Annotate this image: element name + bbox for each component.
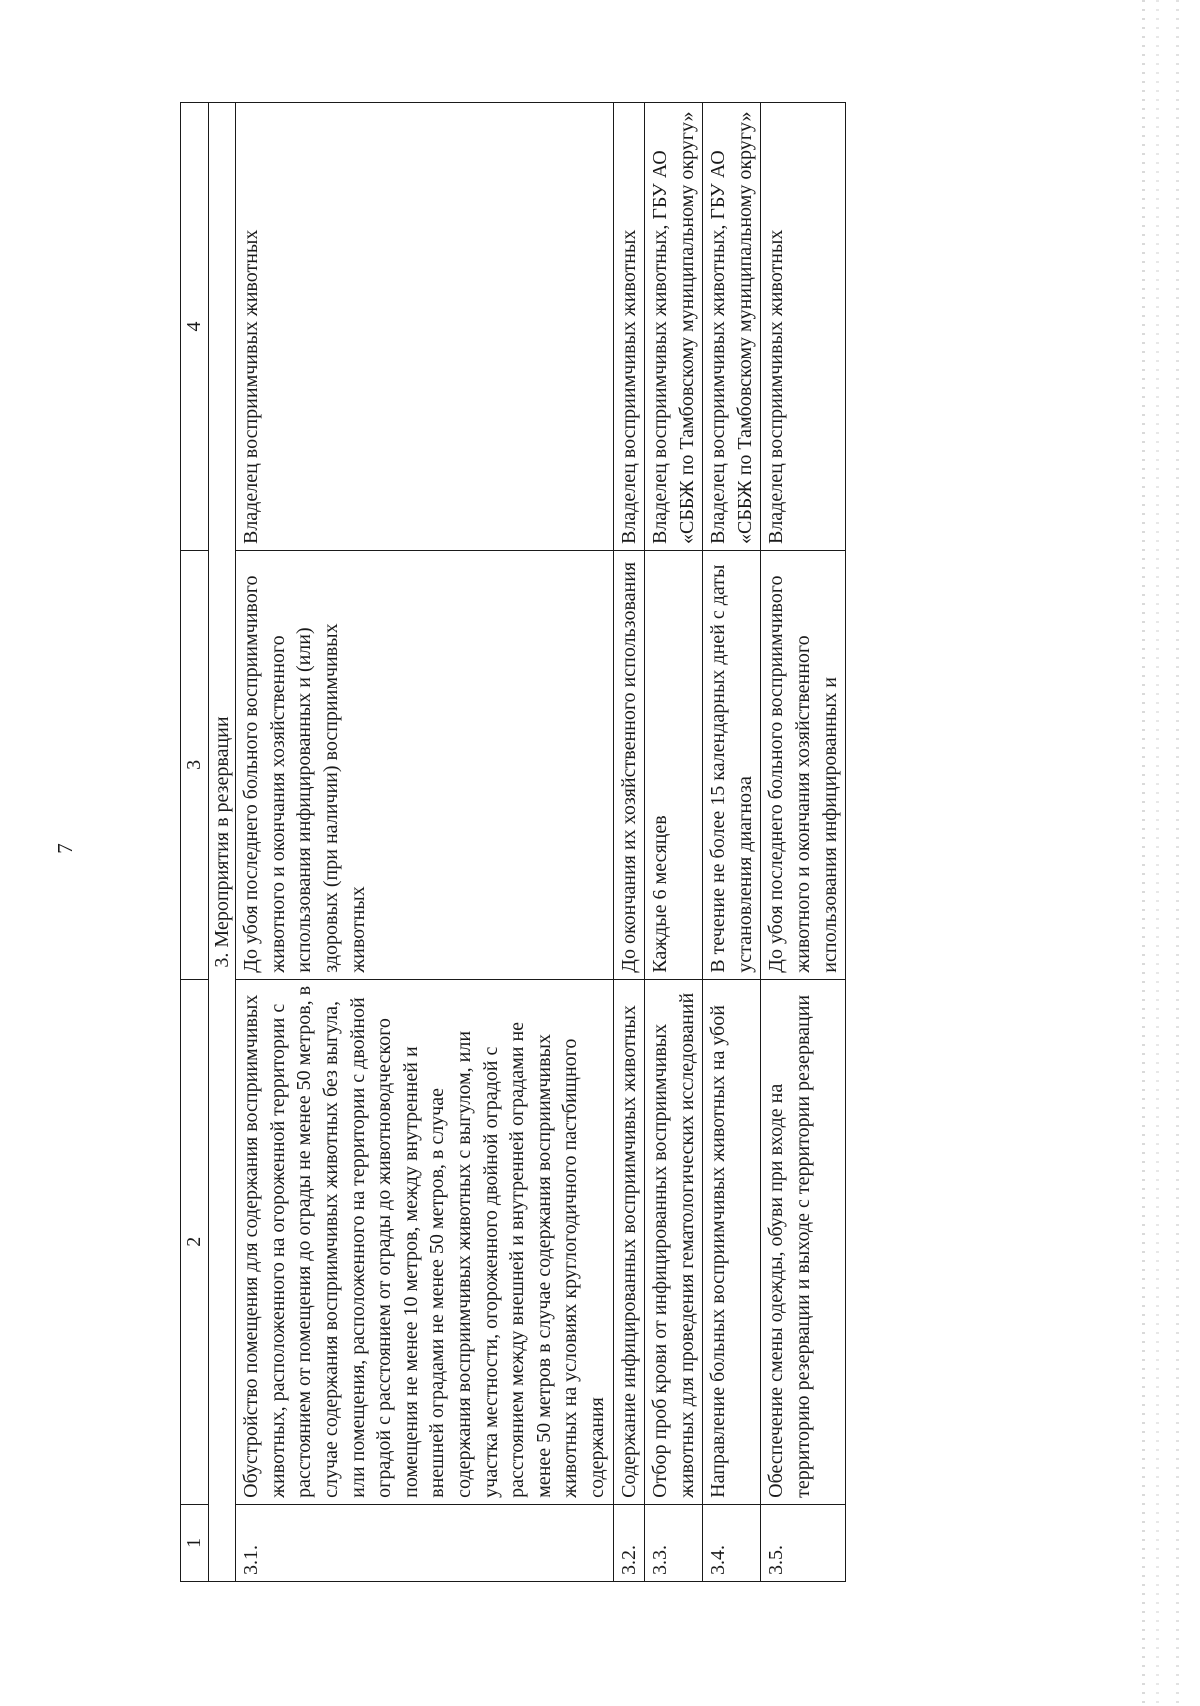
scan-noise-line bbox=[1142, 0, 1145, 1706]
row-number: 3.2. bbox=[613, 1504, 645, 1581]
deadline-cell: До убоя последнего больного восприимчивого животного и окончания хозяйственного использования инфицированных и bbox=[761, 551, 846, 980]
table-row bbox=[761, 103, 846, 1582]
section-title: 3. Мероприятия в резервации bbox=[208, 103, 236, 1582]
deadline-cell: До убоя последнего больного восприимчивого животного и окончания хозяйственного использования инфицированных и (или) здоровых (при наличии) восприимчивых животных bbox=[236, 551, 613, 980]
responsible-cell: Владелец восприимчивых животных, ГБУ АО «СББЖ по Тамбовскому муниципальному округу» bbox=[703, 103, 761, 551]
row-number: 3.1. bbox=[236, 1504, 613, 1581]
measure-cell: Направление больных восприимчивых животных на убой bbox=[703, 979, 761, 1504]
measure-cell: Отбор проб крови от инфицированных восприимчивых животных для проведения гематологических исследований bbox=[645, 979, 703, 1504]
page-number: 7 bbox=[52, 843, 77, 854]
measure-cell: Обустройство помещения для содержания восприимчивых животных, расположенного на огороженной территории с расстоянием от помещения до ограды не менее 50 метров, в случае содержания восприимчивых животных без выгула, или помещения, расположенного на территории с двойной оградой с расстоянием от ограды до животноводческого помещения не менее 10 метров, между внутренней и внешней оградами не менее 50 метров, в случае содержания восприимчивых животных с выгулом, или участка местности, огороженного двойной оградой с расстоянием между внешней и внутренней оградами не менее 50 метров в случае содержания восприимчивых животных на условиях круглогодичного пастбищного содержания bbox=[236, 979, 613, 1504]
column-number: 3 bbox=[181, 551, 209, 980]
measure-cell: Обеспечение смены одежды, обуви при входе на территорию резервации и выходе с территории резервации bbox=[761, 979, 846, 1504]
table-row bbox=[703, 103, 761, 1582]
row-number: 3.5. bbox=[761, 1504, 846, 1581]
column-number: 4 bbox=[181, 103, 209, 551]
section-row bbox=[208, 103, 236, 1582]
scan-noise-line bbox=[1156, 0, 1159, 1706]
rotated-page bbox=[180, 102, 1070, 1582]
deadline-cell: Каждые 6 месяцев bbox=[645, 551, 703, 980]
responsible-cell: Владелец восприимчивых животных bbox=[613, 103, 645, 551]
measures-table bbox=[180, 102, 846, 1582]
row-number: 3.4. bbox=[703, 1504, 761, 1581]
measure-cell: Содержание инфицированных восприимчивых животных bbox=[613, 979, 645, 1504]
column-number-row bbox=[181, 103, 209, 1582]
column-number: 1 bbox=[181, 1504, 209, 1581]
table-row bbox=[236, 103, 613, 1582]
responsible-cell: Владелец восприимчивых животных bbox=[761, 103, 846, 551]
table-row bbox=[645, 103, 703, 1582]
column-number: 2 bbox=[181, 979, 209, 1504]
responsible-cell: Владелец восприимчивых животных, ГБУ АО «СББЖ по Тамбовскому муниципальному округу» bbox=[645, 103, 703, 551]
deadline-cell: До окончания их хозяйственного использования bbox=[613, 551, 645, 980]
deadline-cell: В течение не более 15 календарных дней с даты установления диагноза bbox=[703, 551, 761, 980]
row-number: 3.3. bbox=[645, 1504, 703, 1581]
responsible-cell: Владелец восприимчивых животных bbox=[236, 103, 613, 551]
table-row bbox=[613, 103, 645, 1582]
scan-noise-line bbox=[1176, 0, 1179, 1706]
